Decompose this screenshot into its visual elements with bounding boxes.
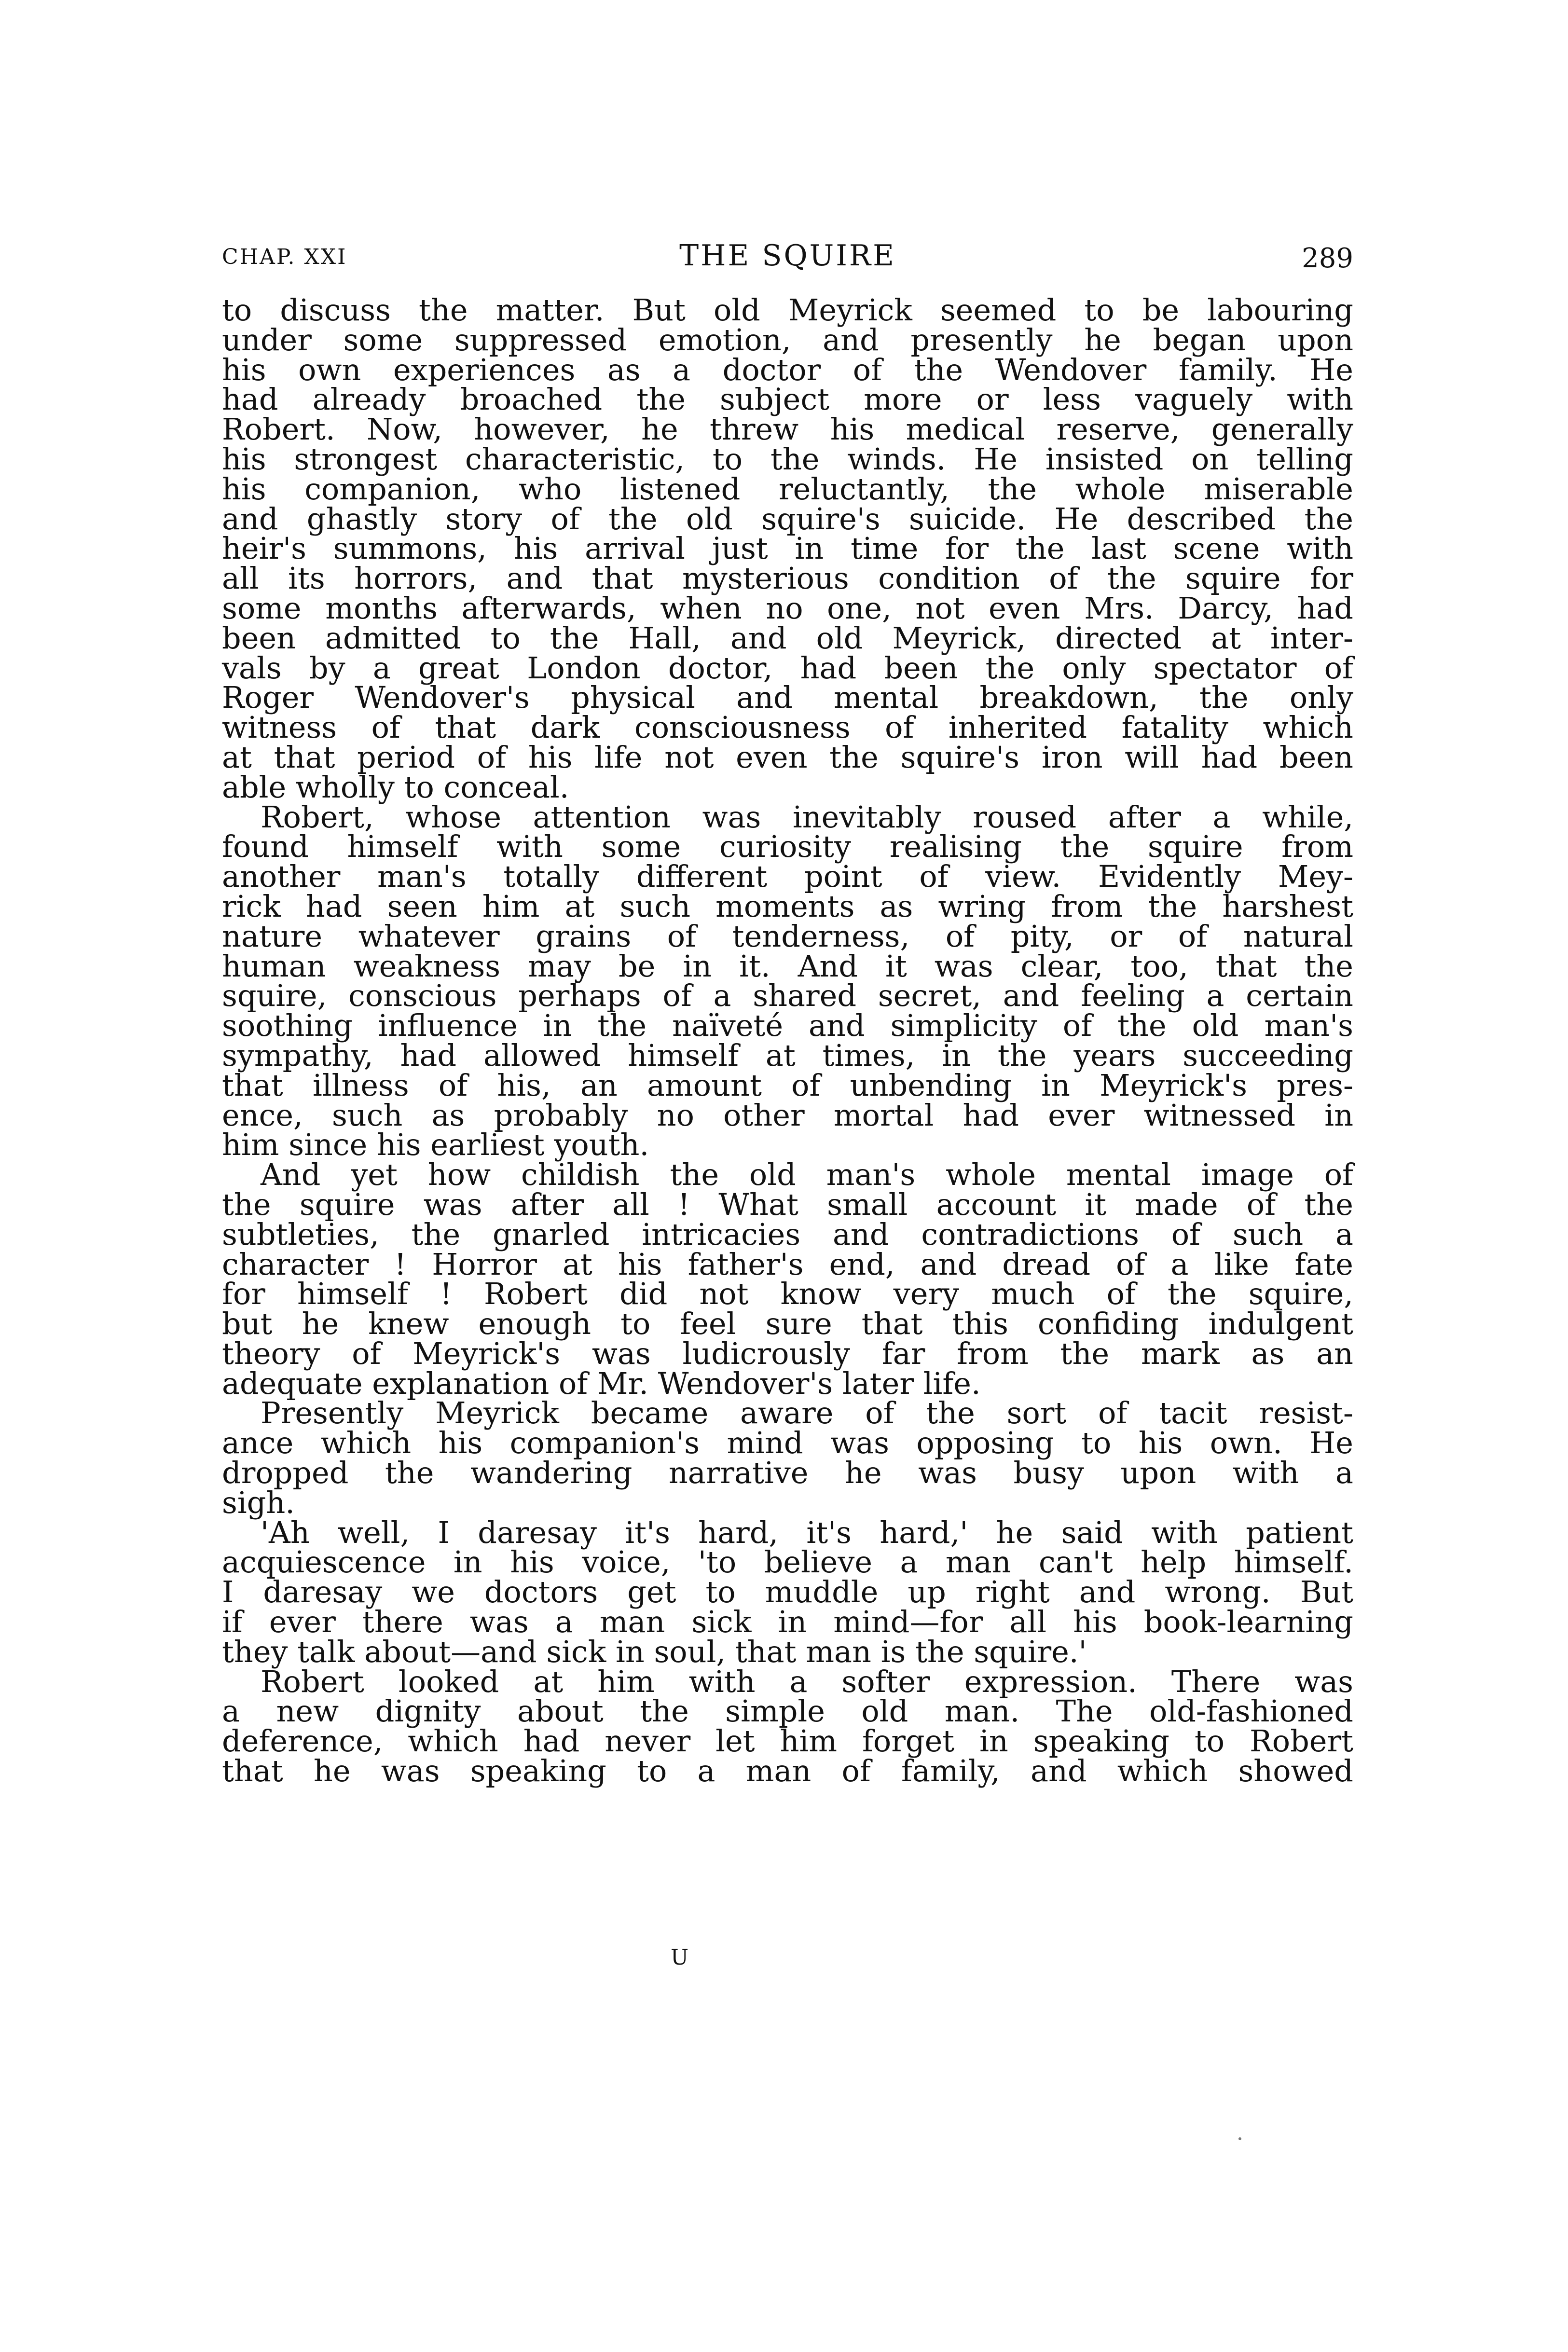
text-line: the squire was after all ! What small account it made of the	[222, 1186, 1353, 1222]
running-head	[222, 239, 1353, 282]
text-line: Robert. Now, however, he threw his medical reserve, generally	[222, 412, 1353, 447]
text-line: at that period of his life not even the squire's iron will had been	[222, 739, 1353, 775]
text-line: for himself ! Robert did not know very much of the squire,	[222, 1276, 1353, 1312]
paragraph-first-line: And yet how childish the old man's whole mental image of	[261, 1157, 1353, 1193]
text-line: nature whatever grains of tenderness, of pity, or of natural	[222, 918, 1353, 954]
text-line: a new dignity about the simple old man. The old-fashioned	[222, 1693, 1353, 1729]
text-line: to discuss the matter. But old Meyrick seemed to be labouring	[222, 292, 1353, 328]
paragraph-first-line: Robert looked at him with a softer expression. There was	[261, 1664, 1353, 1699]
text-line: been admitted to the Hall, and old Meyrick, directed at inter-	[222, 620, 1353, 656]
running-title: THE SQUIRE	[679, 239, 896, 273]
text-line: they talk about—and sick in soul, that man is the squire.'	[222, 1634, 1087, 1669]
page-number: 289	[1302, 243, 1353, 274]
text-line: soothing influence in the naïveté and simplicity of the old man's	[222, 1008, 1353, 1044]
text-line: had already broached the subject more or less vaguely with	[222, 382, 1353, 417]
paragraph-first-line: 'Ah well, I daresay it's hard, it's hard,' he said with patient	[261, 1514, 1353, 1550]
text-line: subtleties, the gnarled intricacies and contradictions of such a	[222, 1216, 1353, 1252]
text-line: and ghastly story of the old squire's suicide. He described the	[222, 501, 1353, 536]
text-line: him since his earliest youth.	[222, 1127, 649, 1163]
text-line: acquiescence in his voice, 'to believe a man can't help himself.	[222, 1544, 1353, 1580]
chapter-label: CHAP. XXI	[222, 245, 347, 269]
text-line: all its horrors, and that mysterious condition of the squire for	[222, 561, 1353, 596]
text-line: some months afterwards, when no one, not even Mrs. Darcy, had	[222, 590, 1353, 626]
text-line: that he was speaking to a man of family, and which showed	[222, 1753, 1353, 1789]
text-line: under some suppressed emotion, and presently he began upon	[222, 322, 1353, 358]
text-line: deference, which had never let him forget in speaking to Robert	[222, 1723, 1353, 1759]
text-line: found himself with some curiosity realising the squire from	[222, 829, 1353, 865]
text-line: that illness of his, an amount of unbending in Meyrick's pres-	[222, 1067, 1353, 1103]
text-line: witness of that dark consciousness of inherited fatality which	[222, 710, 1353, 745]
text-line: able wholly to conceal.	[222, 769, 569, 805]
text-line: sigh.	[222, 1485, 295, 1520]
text-line: but he knew enough to feel sure that this confiding indulgent	[222, 1306, 1353, 1342]
body-text	[222, 292, 1353, 1789]
text-line: adequate explanation of Mr. Wendover's later life.	[222, 1365, 981, 1401]
text-line: his own experiences as a doctor of the Wendover family. He	[222, 352, 1353, 387]
text-line: dropped the wandering narrative he was busy upon with a	[222, 1455, 1353, 1491]
text-line: Roger Wendover's physical and mental breakdown, the only	[222, 680, 1353, 715]
text-line: rick had seen him at such moments as wring from the harshest	[222, 888, 1353, 924]
signature-mark: U	[671, 1945, 690, 1970]
text-line: I daresay we doctors get to muddle up right and wrong. But	[222, 1574, 1353, 1610]
text-line: ance which his companion's mind was opposing to his own. He	[222, 1425, 1353, 1461]
text-line: heir's summons, his arrival just in time for the last scene with	[222, 531, 1353, 566]
text-line: ence, such as probably no other mortal had ever witnessed in	[222, 1097, 1353, 1133]
text-line: character ! Horror at his father's end, and dread of a like fate	[222, 1246, 1353, 1282]
text-line: his strongest characteristic, to the winds. He insisted on telling	[222, 441, 1353, 477]
text-line: squire, conscious perhaps of a shared secret, and feeling a certain	[222, 978, 1353, 1014]
text-line: theory of Meyrick's was ludicrously far from the mark as an	[222, 1335, 1353, 1371]
text-line: human weakness may be in it. And it was clear, too, that the	[222, 948, 1353, 984]
text-line: sympathy, had allowed himself at times, in the years succeeding	[222, 1037, 1353, 1073]
paragraph-first-line: Presently Meyrick became aware of the sort of tacit resist-	[261, 1395, 1353, 1431]
text-line: his companion, who listened reluctantly, the whole miserable	[222, 471, 1353, 507]
stray-ink-dot	[1238, 2137, 1241, 2140]
text-line: if ever there was a man sick in mind—for all his book-learning	[222, 1604, 1353, 1640]
paragraph-first-line: Robert, whose attention was inevitably roused after a while,	[261, 799, 1353, 835]
text-line: vals by a great London doctor, had been the only spectator of	[222, 650, 1353, 686]
text-line: another man's totally different point of view. Evidently Mey-	[222, 859, 1353, 894]
